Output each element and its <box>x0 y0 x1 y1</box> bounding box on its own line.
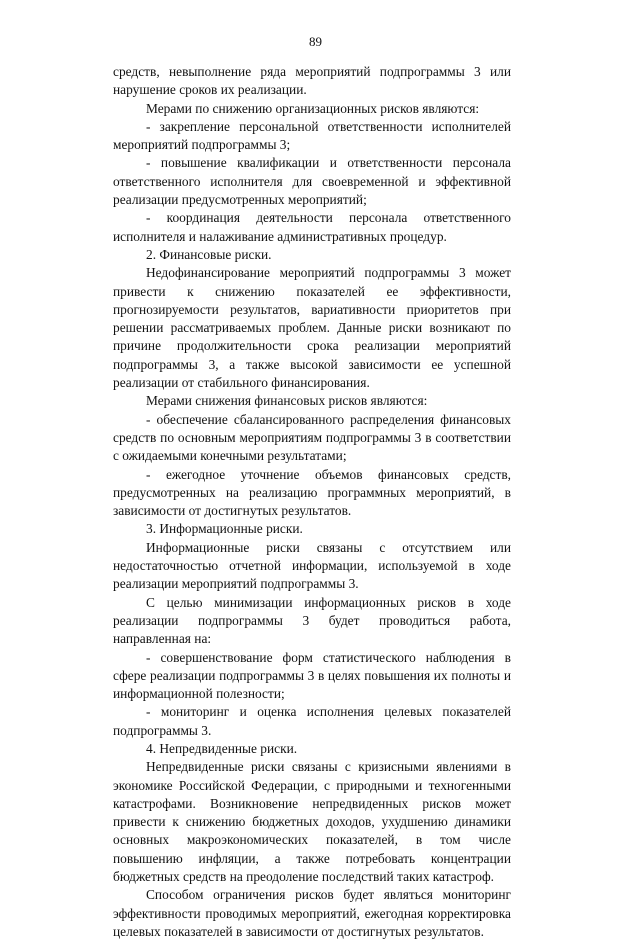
paragraph-unforeseen-risks: Непредвиденные риски связаны с кризисными явлениями в экономике Российской Федерации, с природными и техногенными катастрофами. Возникновение непредвиденных рисков может привести к снижению бюджетных доходов, ухудшению динамики основных макроэкономических показателей, в том числе повышению инфляции, а также потребовать концентрации бюджетных средств на преодоление последствий таких катастроф. <box>113 759 511 885</box>
paragraph-information-minimization: С целью минимизации информационных рисков в ходе реализации подпрограммы 3 будет проводиться работа, направленная на: <box>113 594 511 647</box>
list-item-balanced-distribution: - обеспечение сбалансированного распределения финансовых средств по основным мероприятиям подпрограммы 3 в соответствии с ожидаемыми конечными результатами; <box>113 411 511 464</box>
list-item-monitoring: - мониторинг и оценка исполнения целевых показателей подпрограммы 3. <box>113 704 511 738</box>
list-item-annual-refinement: - ежегодное уточнение объемов финансовых средств, предусмотренных на реализацию программных мероприятий, в зависимости от достигнутых результатов. <box>113 466 511 519</box>
document-body <box>113 63 511 941</box>
page-number: 89 <box>309 34 322 49</box>
paragraph-risk-limitation: Способом ограничения рисков будет являться мониторинг эффективности проводимых мероприятий, ежегодная корректировка целевых показателей в зависимости от достигнутых результатов. <box>113 887 511 939</box>
paragraph-risk-continuation: средств, невыполнение ряда мероприятий подпрограммы 3 или нарушение сроков их реализации. <box>113 64 511 98</box>
paragraph-information-risks: Информационные риски связаны с отсутствием или недостаточностью отчетной информации, используемой в ходе реализации мероприятий подпрограммы 3. <box>113 539 511 592</box>
section-heading-unforeseen-risks: 4. Непредвиденные риски. <box>146 740 298 756</box>
list-item-responsibility: - закрепление персональной ответственности исполнителей мероприятий подпрограммы 3; <box>113 118 511 153</box>
section-heading-information-risks: 3. Информационные риски. <box>146 521 303 537</box>
list-item-coordination: - координация деятельности персонала ответственного исполнителя и налаживание административных процедур. <box>113 210 511 244</box>
list-item-qualification: - повышение квалификации и ответственности персонала ответственного исполнителя для своевременной и эффективной реализации предусмотренных мероприятий; <box>113 155 511 208</box>
paragraph-financial-measures-intro: Мерами снижения финансовых рисков являются: <box>146 393 428 409</box>
paragraph-underfunding: Недофинансирование мероприятий подпрограммы 3 может привести к снижению показателей ее эффективности, прогнозируемости результатов, вариативности приоритетов при решении рассматриваемых проблем. Данные риски возникают по причине продолжительности срока реализации мероприятий подпрограммы 3, а также высокой зависимости ее успешной реализации от стабильного финансирования. <box>113 265 511 391</box>
paragraph-org-measures-intro: Мерами по снижению организационных рисков являются: <box>146 100 480 116</box>
section-heading-financial-risks: 2. Финансовые риски. <box>146 246 272 262</box>
list-item-statistical-forms: - совершенствование форм статистического наблюдения в сфере реализации подпрограммы 3 в целях повышения их полноты и информационной полезности; <box>113 649 511 702</box>
